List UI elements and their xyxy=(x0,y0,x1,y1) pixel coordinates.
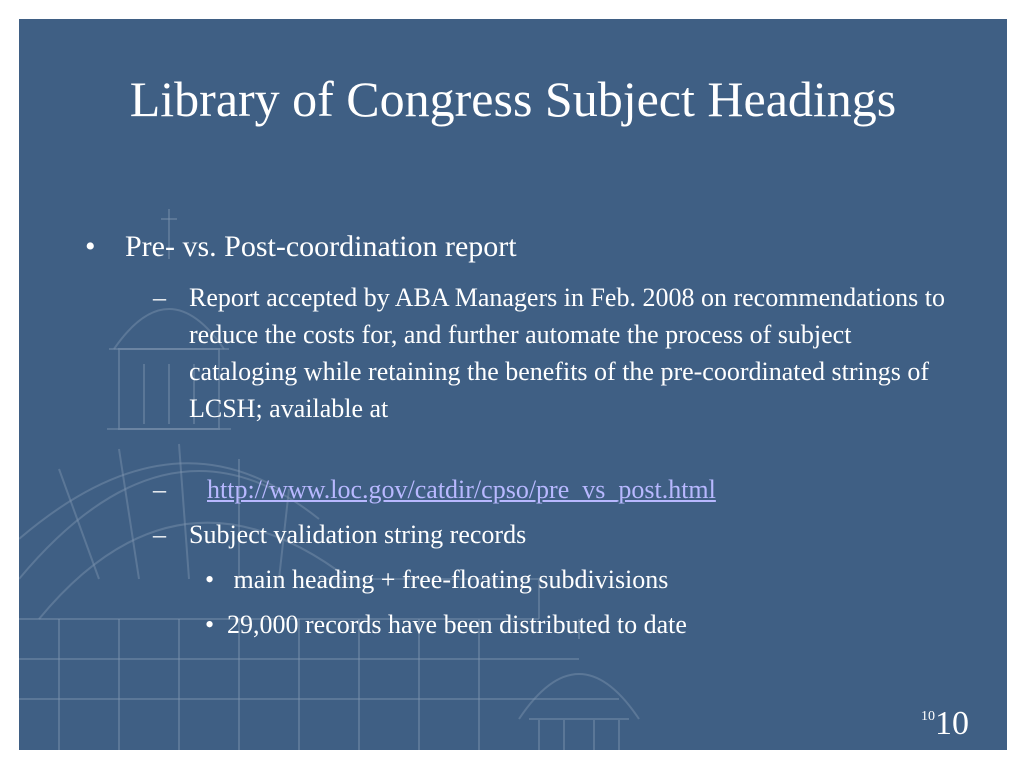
dash-marker: – xyxy=(153,475,166,504)
dash-marker: – xyxy=(153,520,166,549)
sub-sub-item xyxy=(205,561,668,598)
sub-sub-item-text: 29,000 records have been distributed to date xyxy=(227,610,687,639)
sub-item-text: Subject validation string records xyxy=(189,520,527,549)
bullet-marker: • xyxy=(205,610,215,639)
bullet-marker: • xyxy=(85,230,96,263)
report-link[interactable]: http://www.loc.gov/catdir/cpso/pre_vs_post.html xyxy=(207,475,716,504)
slide-number-large: 10 xyxy=(935,705,969,742)
sub-item-text: Report accepted by ABA Managers in Feb. 2008 on recommendations to reduce the costs for, and further automate the process of subject cataloging while retaining the benefits of the pre-coordinated strings of LCSH; available at xyxy=(189,283,946,423)
bullet-level1 xyxy=(85,229,517,265)
sub-item-validation xyxy=(153,516,949,553)
bullet-marker: • xyxy=(205,565,215,594)
sub-item-link xyxy=(153,471,716,508)
dash-marker: – xyxy=(153,283,166,312)
slide-title: Library of Congress Subject Headings xyxy=(129,71,897,127)
sub-sub-item-text: main heading + free-floating subdivisions xyxy=(227,565,669,594)
bullet-text: Pre- vs. Post-coordination report xyxy=(125,230,517,263)
slide-number xyxy=(921,699,969,742)
sub-item-report xyxy=(153,279,949,427)
sub-sub-item xyxy=(205,606,687,643)
slide-number-small: 10 xyxy=(921,709,935,724)
slide xyxy=(19,19,1007,750)
